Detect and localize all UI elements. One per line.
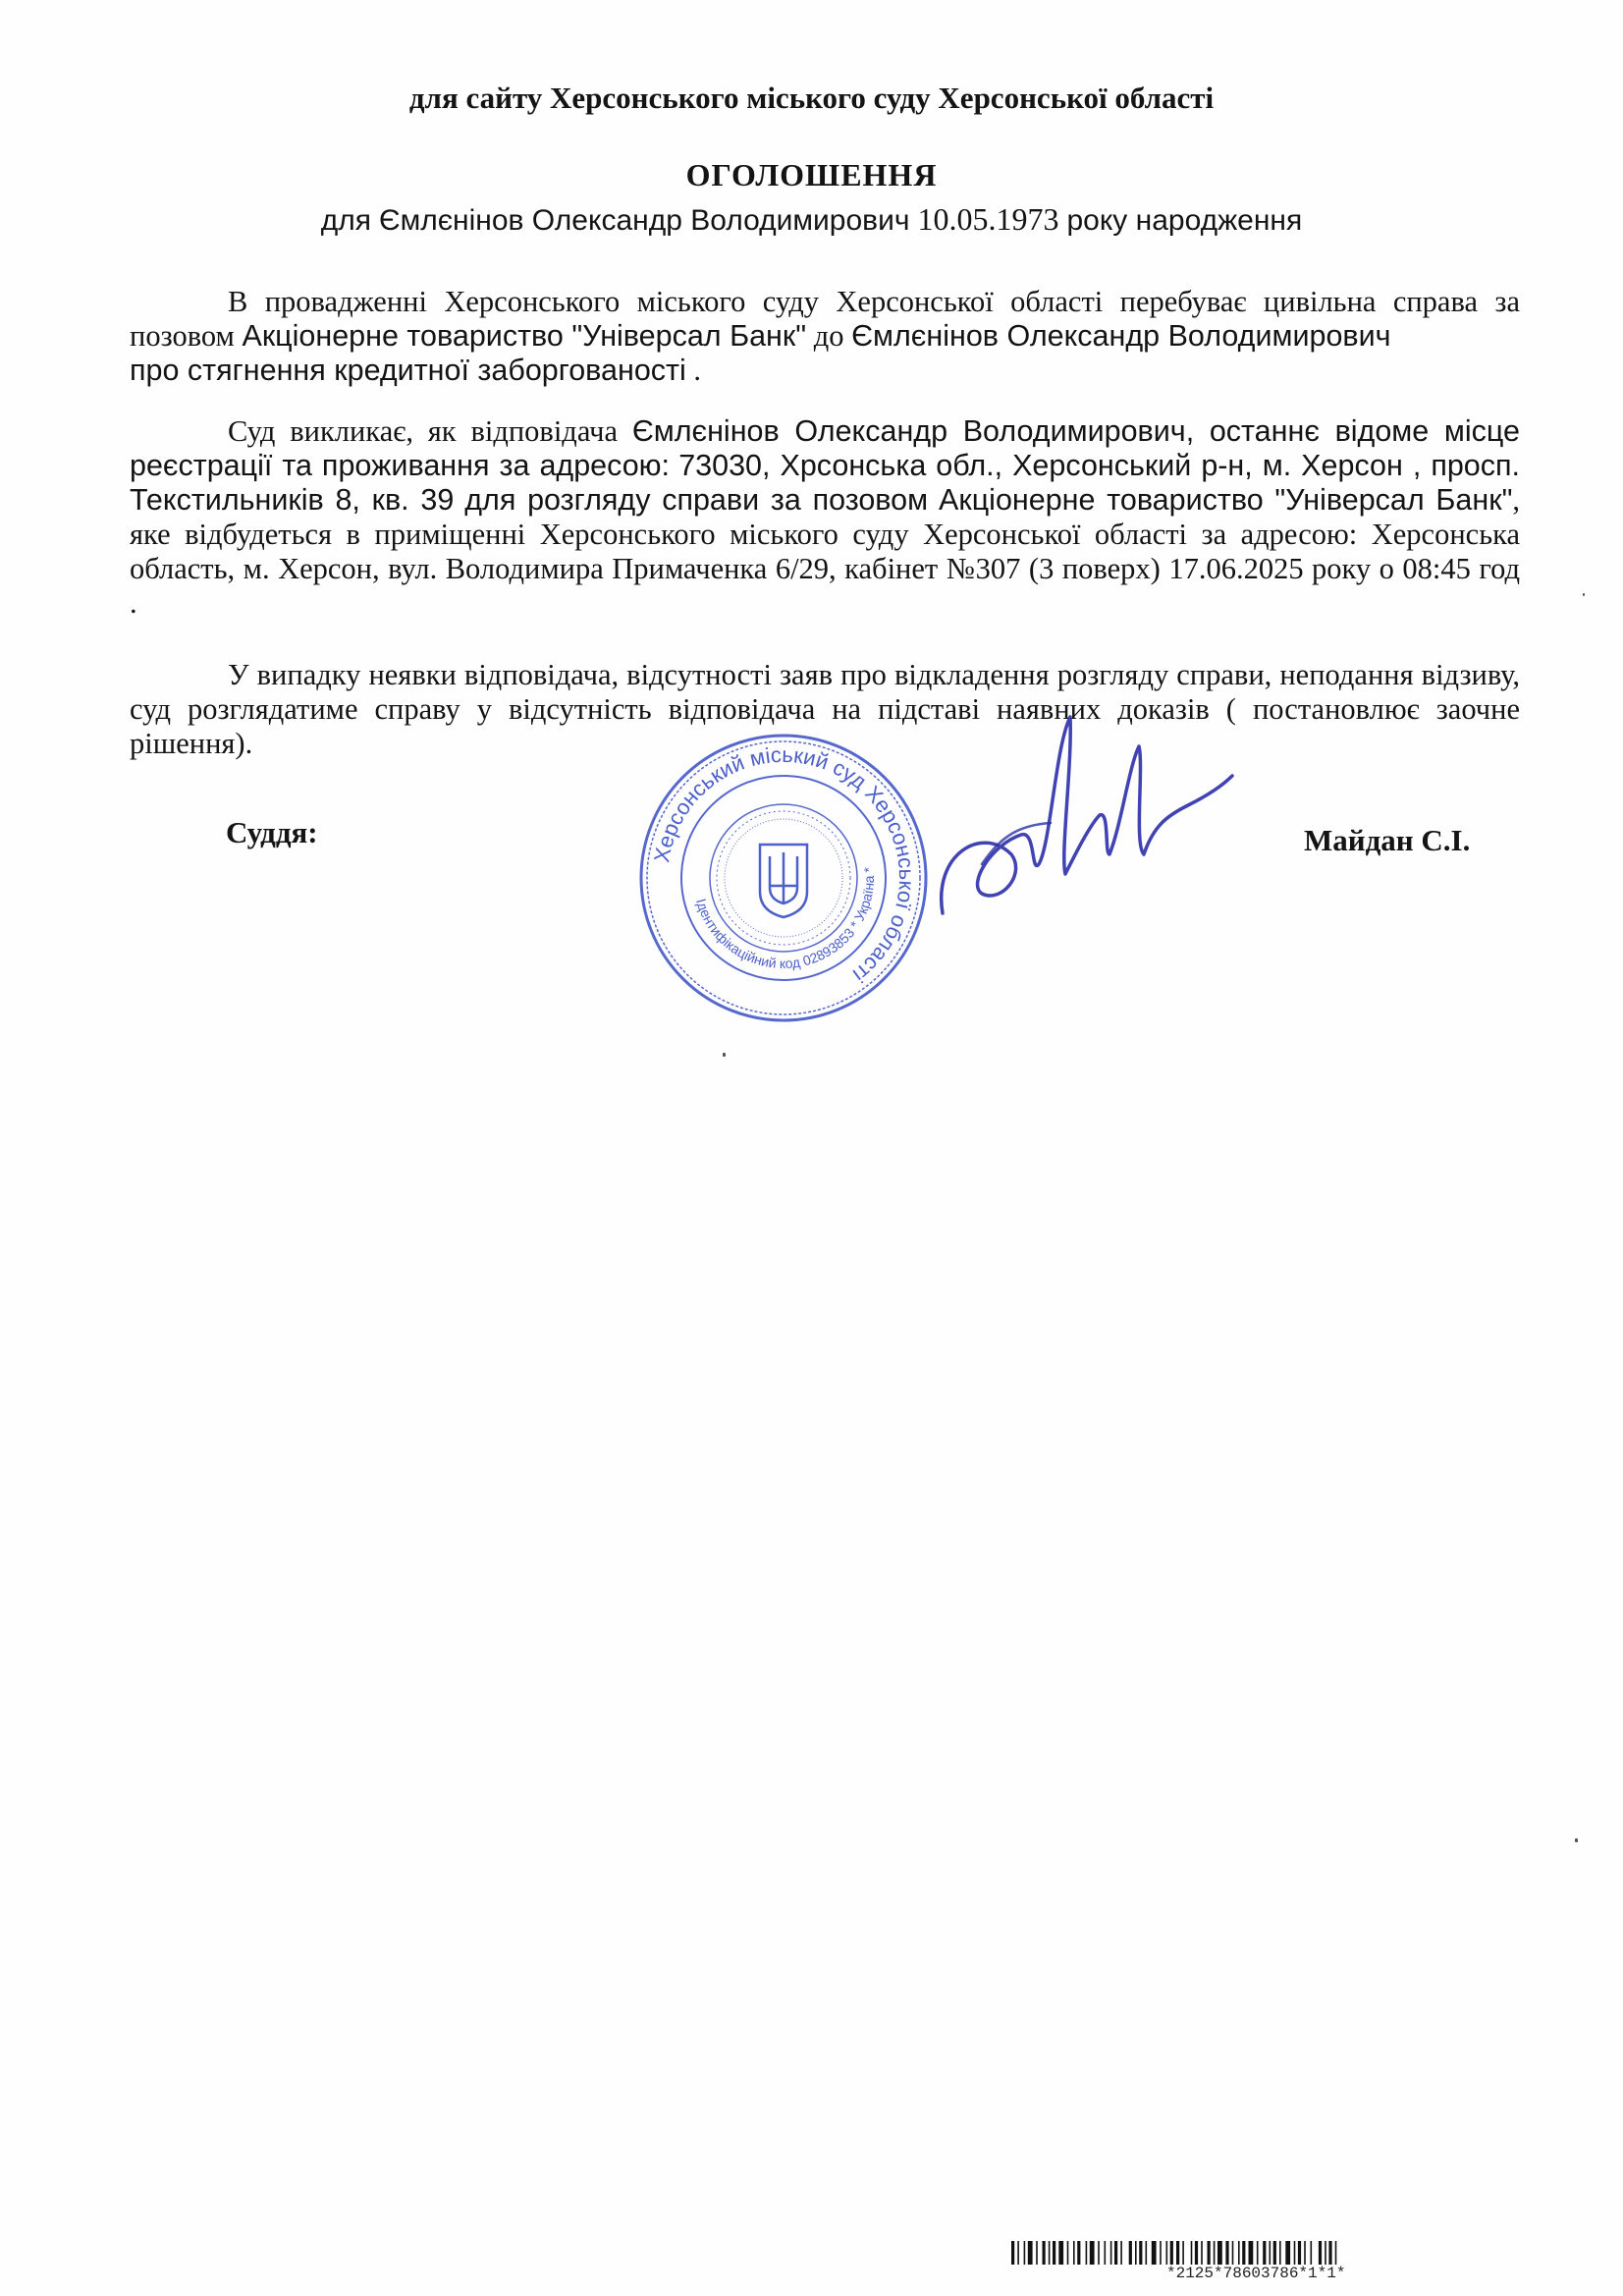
p2-plaintiff: Акціонерне товариство "Універсал Банк" <box>939 483 1513 517</box>
document-header: для сайту Херсонського міського суду Херсонської області <box>408 81 1215 115</box>
p1-text: В провадженні Херсонського міського суду Херсонської області перебуває цивільна справа за позовом <box>130 285 1520 353</box>
handwritten-signature <box>864 707 1237 962</box>
p1-to: до <box>813 319 844 353</box>
subtitle-date: 10.05.1973 <box>917 201 1059 237</box>
judge-label: Суддя: <box>226 815 318 849</box>
document-subtitle <box>0 201 1623 238</box>
scan-speck <box>1575 1838 1578 1842</box>
stamp-outer-text: Херсонський міський суд Херсонської області <box>649 741 920 988</box>
p2-text3: для розгляду справи за позовом <box>464 483 929 517</box>
p2-address: 73030, Хрсонська обл., Херсонський р-н, м. Херсон , просп. Текстильників 8, кв. 39 <box>130 449 1521 517</box>
trident-emblem-icon <box>760 845 807 917</box>
stamp-inner-text: Ідентифікаційний код 02893853 * Україна * <box>692 866 878 972</box>
subtitle-suffix: року народження <box>1066 204 1303 237</box>
p2-text2: , останнє відоме місце реєстрації та проживання за адресою: <box>130 414 1520 482</box>
p2-text1: Суд викликає, як відповідача <box>228 414 619 448</box>
subtitle-name: Ємлєнінов Олександр Володимирович <box>379 204 910 237</box>
p2-text4: , яке відбудеться в приміщенні Херсонського міського суду Херсонської області за адресою: Херсонська область, м. Херсон, вул. Володимира Примаченка 6/29, кабінет №307 (3 поверх) <box>130 483 1521 585</box>
p3-text: У випадку неявки відповідача, відсутності заяв про відкладення розгляду справи, неподання відзиву, суд розглядатиме справу у відсутність відповідача на підставі наявних доказів ( постановлює заочне рішення). <box>130 658 1520 760</box>
p1-end: . <box>693 354 702 387</box>
p1-subject: про стягнення кредитної заборгованості <box>130 354 686 387</box>
p2-datetime: 17.06.2025 року о 08:45 год <box>1168 552 1521 585</box>
paragraph-1 <box>130 285 1520 388</box>
judge-name: Майдан С.І. <box>1304 823 1471 857</box>
p1-defendant: Ємлєнінов Олександр Володимирович <box>851 319 1391 353</box>
barcode-icon <box>1011 2241 1508 2265</box>
subtitle-prefix: для <box>320 204 372 237</box>
barcode-text: *2125*78603786*1*1* <box>1166 2265 1346 2282</box>
scan-speck <box>1583 593 1585 596</box>
p2-defendant: Ємлєнінов Олександр Володимирович <box>631 414 1186 448</box>
paragraph-2 <box>130 414 1520 621</box>
p2-end: . <box>130 586 137 620</box>
p1-plaintiff: Акціонерне товариство "Універсал Банк" <box>242 319 807 353</box>
scan-speck <box>723 1053 726 1057</box>
document-title: ОГОЛОШЕННЯ <box>685 157 938 192</box>
